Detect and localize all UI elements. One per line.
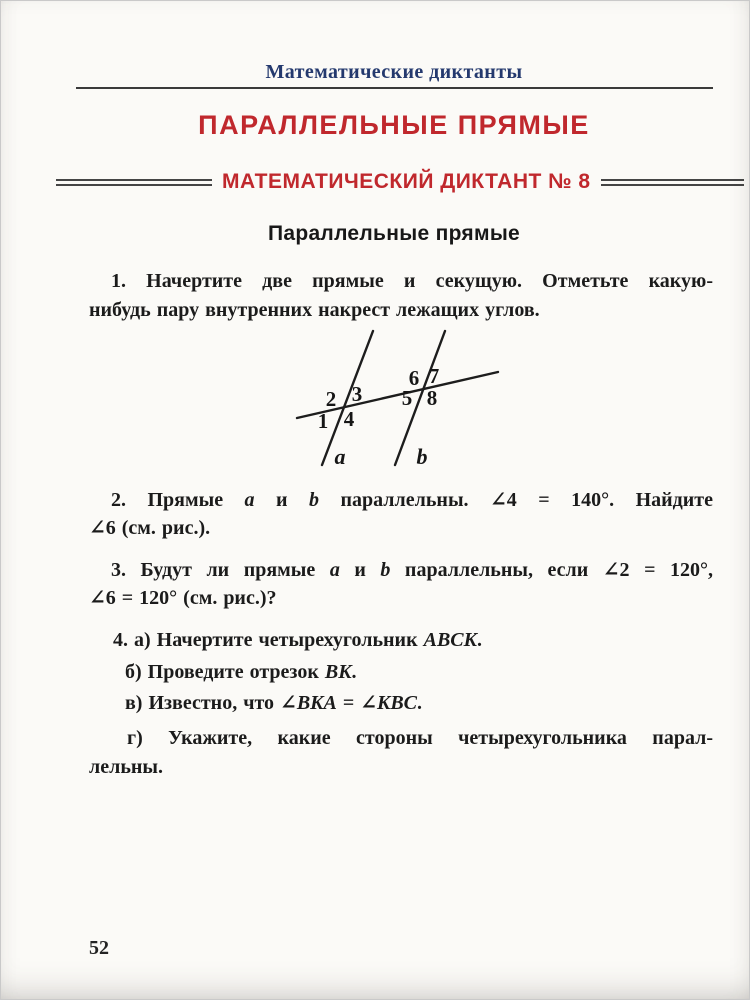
problem-2-line-2: ∠6 (см. рис.). [89,517,211,539]
problem-2-var-a: a [244,489,255,511]
problem-2-text-2: и [254,489,310,511]
problem-2-text-3: параллельны. ∠4 = 140°. Найдите [319,489,713,511]
problem-4g-text-1: г) Укажите, какие стороны четырехугольника парал- [127,727,713,749]
parallel-lines-figure [261,323,541,473]
dictation-heading-row [56,169,744,195]
problem-4a-text: 4. а) Начертите четырехугольник [113,629,424,651]
problem-2-line-1 [89,488,713,512]
problem-4v-var-kbc: KBC [377,692,418,714]
problem-4-item-a [89,628,713,652]
angle-label-1: 1 [317,409,329,433]
problem-3-text-1: 3. Будут ли прямые [111,559,330,581]
problem-3-text-2: и [339,559,381,581]
problem-4-item-g-line-1 [89,726,713,750]
problem-1-text: 1. Начертите две прямые и секущую. Отметьте какую- [111,270,713,292]
problem-3-var-a: a [329,559,340,581]
angle-label-7: 7 [428,364,440,388]
problem-2-var-b: b [309,489,320,511]
problem-4v-equals: = ∠ [336,692,377,714]
angle-label-4: 4 [343,407,355,431]
angle-label-2: 2 [325,387,337,411]
dictation-title: МАТЕМАТИЧЕСКИЙ ДИКТАНТ № 8 [222,170,591,193]
section-title: Параллельные прямые [267,222,521,245]
problem-4-item-b [89,660,713,684]
running-head: Математические диктанты [265,61,523,83]
angle-label-6: 6 [408,366,420,390]
problem-2-text-1: 2. Прямые [111,489,245,511]
double-rule-left [56,179,212,186]
problem-3-line-2: ∠6 = 120° (см. рис.)? [89,587,277,609]
line-a-label: a [334,444,346,469]
problem-3-line-1 [89,558,713,582]
running-head-rule [76,87,713,89]
problem-4a-var-abck: ABCK [423,629,477,651]
problem-4v-var-bka: BKA [296,692,337,714]
problem-1-line-2: нибудь пару внутренних накрест лежащих углов. [89,299,540,321]
problem-1-line-1 [89,269,713,293]
angle-label-3: 3 [351,382,363,406]
problem-4b-var-bk: BK [324,661,352,683]
problem-4v-text: в) Известно, что ∠ [125,692,297,714]
double-rule-right [601,179,744,186]
problem-4-item-g-line-2: лельны. [89,756,164,778]
problem-3-var-b: b [380,559,391,581]
page-number: 52 [89,937,109,959]
problem-4a-period: . [476,629,482,651]
problem-3-text-3: параллельны, если ∠2 = 120°, [390,559,713,581]
angle-label-5: 5 [401,386,413,410]
problem-4b-period: . [351,661,357,683]
problem-4b-text: б) Проведите отрезок [125,661,325,683]
line-b-label: b [416,444,428,469]
chapter-title: ПАРАЛЛЕЛЬНЫЕ ПРЯМЫЕ [198,110,590,140]
problem-4v-period: . [417,692,423,714]
problem-4-item-v [89,691,713,715]
angle-label-8: 8 [426,386,438,410]
